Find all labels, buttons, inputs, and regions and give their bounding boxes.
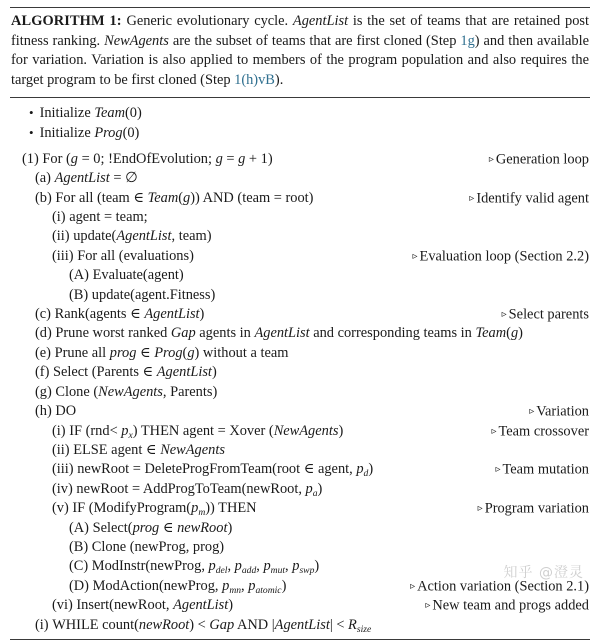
step-line-1b-iii-A: [8, 266, 592, 285]
step-text: ModAction(newProg, $p_{mn}$, $p_{atomic}$): [92, 577, 287, 596]
step-line-1g: [8, 383, 592, 402]
step-text: For (g = 0; !EndOfEvolution; g = g + 1): [42, 150, 273, 167]
step-label: (ii): [52, 228, 70, 245]
watermark: 知乎 @澄灵: [503, 565, 584, 581]
step-line-1h-v: [8, 499, 592, 518]
step-label: (iii): [52, 461, 74, 478]
step-label: (B): [69, 286, 89, 303]
step-label: (ii): [52, 441, 70, 458]
step-text: IF $(rnd< p_x)$ THEN agent = Xover (NewAgents): [69, 422, 344, 441]
step-text: Evaluate(agent): [92, 267, 184, 284]
step-label: (1): [22, 150, 39, 167]
step-text: AgentList = ∅: [54, 170, 138, 187]
caption-term-agentlist: AgentList: [292, 13, 349, 29]
step-note: ▹ Variation: [529, 403, 589, 420]
step-text: Rank(agents ∈ AgentList): [54, 306, 205, 323]
step-line-1h-i: [8, 422, 592, 441]
step-line-1h-vi: [8, 596, 592, 615]
step-label: (h): [35, 403, 52, 420]
step-text: ModInstr(newProg, $p_{del}$, $p_{add}$, $p_{mut}$, $p_{swp}$): [91, 558, 320, 577]
step-note: ▹ Action variation (Section 2.1): [410, 578, 589, 595]
step-line-1b: [8, 189, 592, 208]
step-label: (B): [69, 538, 89, 555]
step-line-1h-iv: [8, 480, 592, 499]
step-line-1b-iii-B: [8, 286, 592, 305]
step-label: (v): [52, 500, 69, 517]
step-line-1a: [8, 169, 592, 188]
step-line-1i: [8, 616, 592, 635]
algorithm-title: ALGORITHM 1:: [11, 13, 122, 29]
step-line-1c: [8, 305, 592, 324]
bullet-item: • Initialize Prog(0): [8, 123, 592, 143]
step-label: (C): [69, 558, 89, 575]
step-label: (c): [35, 306, 51, 323]
step-note: ▹ Select parents: [501, 306, 589, 323]
step-text: WHILE count(newRoot) < Gap AND |AgentList| < $R_{size}$: [52, 616, 372, 635]
step-note: ▹ Identify valid agent: [469, 190, 589, 207]
step-note: ▹ New team and progs added: [425, 597, 589, 614]
step-line-1: [8, 150, 592, 169]
step-text: IF $(ModifyProgram(p_m))$ THEN: [72, 500, 257, 519]
step-line-1f: [8, 363, 592, 382]
step-text: update(agent.Fitness): [91, 286, 216, 303]
bullet-item: • Initialize Team(0): [8, 103, 592, 123]
step-label: (A): [69, 519, 89, 536]
step-label: (g): [35, 383, 52, 400]
caption-term-newagents: NewAgents: [104, 32, 169, 49]
caption-text-1: Generic evolutionary cycle.: [126, 13, 293, 29]
step-text: Select (Parents ∈ AgentList): [53, 364, 217, 381]
step-label: (i): [52, 209, 66, 226]
step-line-1d: [8, 324, 592, 343]
step-label: (i): [35, 616, 49, 633]
step-line-1b-i: [8, 208, 592, 227]
step-text: Select(prog ∈ newRoot): [92, 519, 233, 536]
step-line-1h-v-B: [8, 538, 592, 557]
step-text: For all (team ∈ Team(g)) AND (team = root): [55, 189, 314, 206]
algorithm-steps: [8, 98, 592, 635]
caption-text-2: is the set of teams that are retained post fitness ranking.: [11, 13, 589, 49]
step-label: (iii): [52, 247, 74, 264]
step-text: Prune all prog ∈ Prog(g) without a team: [54, 344, 289, 361]
step-line-1h-v-A: [8, 519, 592, 538]
step-label: (iv): [52, 480, 73, 497]
caption-text-3: are the subset of teams that are first cloned (Step: [168, 32, 461, 49]
caption-text-4: ) and then available for variation. Variation is also applied to members of the program population and also requires the target program to be first cloned (Step: [11, 32, 589, 88]
step-text: For all (evaluations): [77, 247, 194, 264]
step-text: DO: [55, 403, 77, 420]
step-note: ▹ Team mutation: [495, 461, 589, 478]
caption-text-5: ).: [274, 71, 284, 88]
step-text: ELSE agent ∈ NewAgents: [73, 441, 225, 458]
step-label: (A): [69, 267, 89, 284]
step-text: agent = team;: [69, 209, 148, 226]
step-text: Clone (NewAgents, Parents): [55, 383, 218, 400]
step-text: newRoot = AddProgToTeam(newRoot, $p_a$): [76, 480, 323, 499]
step-label: (D): [69, 577, 89, 594]
step-text: Insert(newRoot, AgentList): [76, 597, 234, 614]
step-label: (e): [35, 344, 51, 361]
step-note: ▹ Program variation: [477, 500, 589, 517]
step-label: (a): [35, 170, 51, 187]
step-note: ▹ Evaluation loop (Section 2.2): [412, 248, 589, 265]
caption-link-step-1hvb[interactable]: 1(h)vB: [234, 71, 275, 88]
step-label: (f): [35, 364, 50, 381]
step-line-1e: [8, 344, 592, 363]
step-label: (i): [52, 422, 66, 439]
step-line-1h-ii: [8, 441, 592, 460]
step-line-1h: [8, 402, 592, 421]
step-label: (d): [35, 325, 52, 342]
algorithm-caption: [8, 8, 592, 94]
step-text: Clone (newProg, prog): [91, 538, 225, 555]
step-label: (vi): [52, 597, 73, 614]
step-note: ▹ Team crossover: [491, 423, 589, 439]
step-line-1b-ii: [8, 227, 592, 246]
caption-link-step-1g[interactable]: 1g: [460, 32, 475, 49]
step-text: Prune worst ranked Gap agents in AgentList and corresponding teams in Team(g): [55, 325, 523, 342]
step-text: newRoot = DeleteProgFromTeam(root ∈ agent, $p_d$): [77, 461, 374, 480]
algorithm-block: [0, 7, 600, 635]
step-line-1h-iii: [8, 460, 592, 479]
step-label: (b): [35, 189, 52, 206]
step-text: update(AgentList, team): [73, 228, 212, 245]
step-line-1b-iii: [8, 247, 592, 266]
step-note: ▹ Generation loop: [488, 151, 589, 168]
